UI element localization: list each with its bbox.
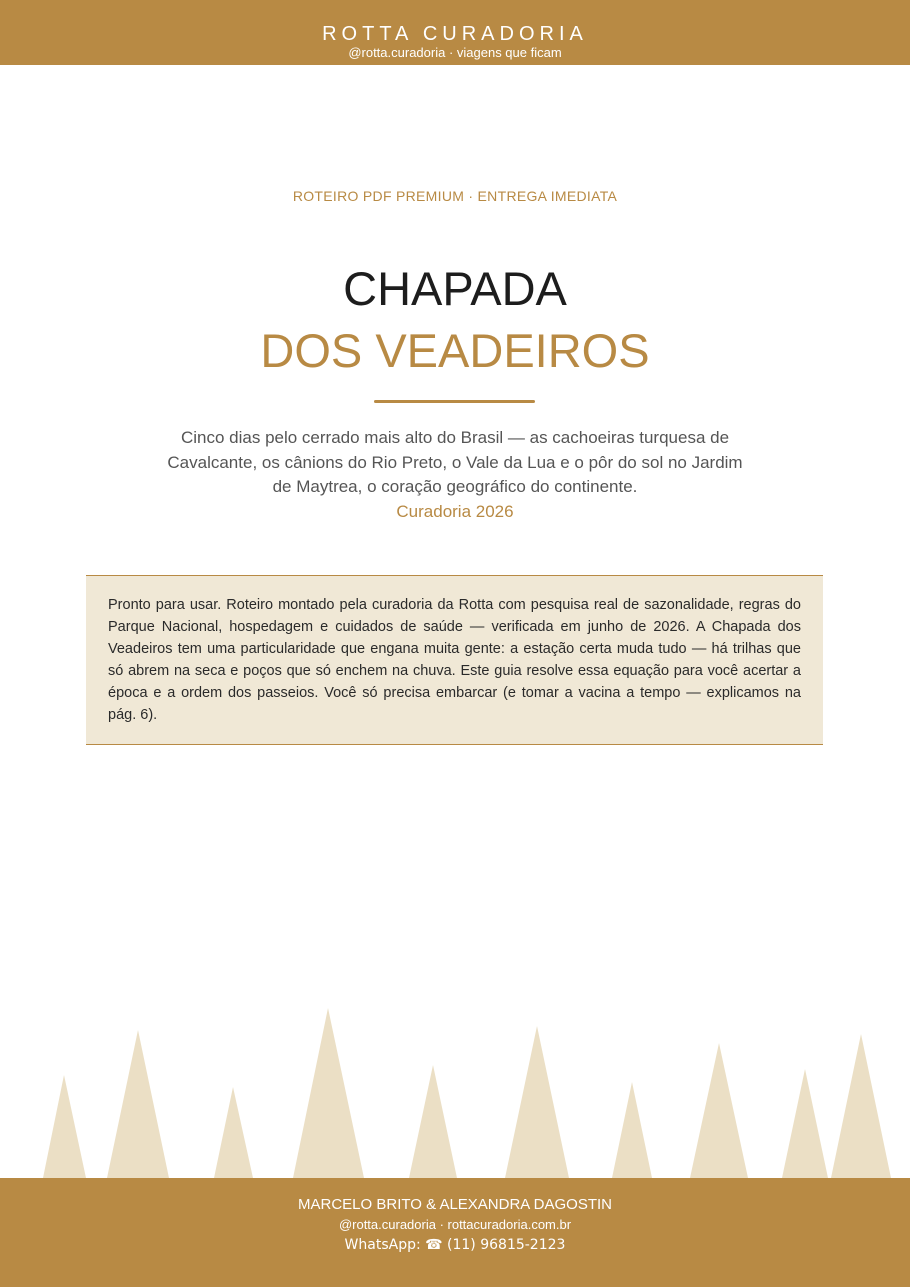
header-bar [0, 0, 910, 65]
product-eyebrow: ROTEIRO PDF PREMIUM · ENTREGA IMEDIATA [292, 188, 618, 204]
peak-shape [107, 1030, 169, 1178]
title-divider [374, 400, 535, 403]
peak-shape [43, 1075, 86, 1178]
peak-shape [690, 1043, 748, 1178]
contact-links: @rotta.curadoria · rottacuradoria.com.br [338, 1217, 572, 1232]
intro-paragraph [165, 426, 745, 524]
intro-text: Cinco dias pelo cerrado mais alto do Brasil — as cachoeiras turquesa de Cavalcante, os cânions do Rio Preto, o Vale da Lua e o pôr do sol no Jardim de Maytrea, o coração geográfico do continente. [167, 428, 743, 496]
title-line-1: CHAPADA [343, 262, 567, 315]
peak-shape [782, 1069, 828, 1178]
peak-shape [293, 1008, 364, 1178]
peak-shape [612, 1082, 652, 1178]
peak-shape [505, 1026, 569, 1178]
brand-tagline: @rotta.curadoria · viagens que ficam [348, 45, 562, 60]
peak-shape [831, 1034, 891, 1178]
title-line-2: DOS VEADEIROS [260, 324, 650, 377]
ready-to-use-notice [86, 575, 823, 745]
peak-shape [409, 1065, 457, 1178]
footer-bar [0, 1178, 910, 1287]
brand-name: ROTTA CURADORIA [322, 23, 588, 45]
intro-year: Curadoria 2026 [396, 501, 514, 521]
peak-shape [214, 1087, 253, 1178]
mountain-silhouette-illustration [0, 1000, 910, 1178]
notice-text: Pronto para usar. Roteiro montado pela curadoria da Rotta com pesquisa real de sazonalidade, regras do Parque Nacional, hospedagem e cuidados de saúde — verificada em junho de 2026. A Chapada dos Veadeiros tem uma particularidade que engana muita gente: a estação certa muda tudo — há trilhas que só abrem na seca e poços que só enchem na chuva. Este guia resolve essa equação para você acertar a época e a ordem dos passeios. Você só precisa embarcar (e tomar a vacina a tempo — explicamos na pág. 6). [108, 597, 801, 723]
whatsapp-contact: WhatsApp: ☎ (11) 96815-2123 [344, 1237, 566, 1253]
authors-names: MARCELO BRITO & ALEXANDRA DAGOSTIN [298, 1196, 612, 1213]
